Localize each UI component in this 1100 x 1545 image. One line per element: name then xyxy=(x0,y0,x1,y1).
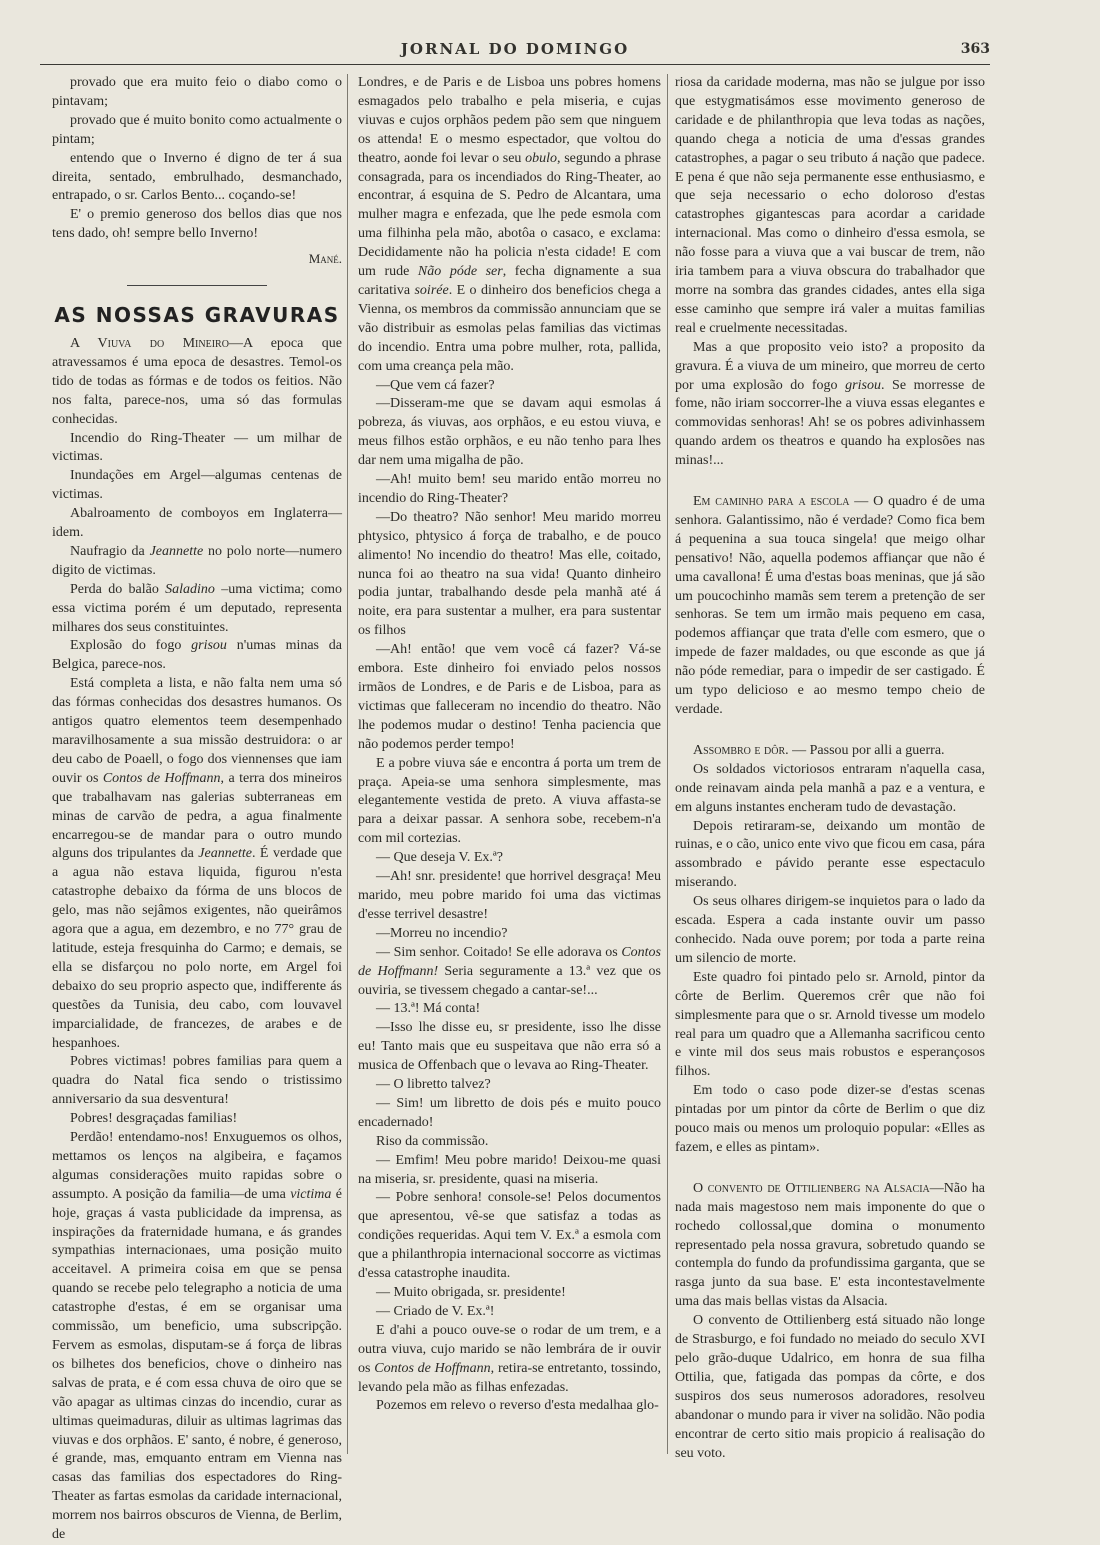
dialogue-line: —Ah! muito bem! seu marido então morreu no incendio do Ring-Theater? xyxy=(358,472,661,506)
paragraph: Os soldados victoriosos entraram n'aquella casa, onde reinavam ainda pela manhã a paz e a ventura, e em alguns instantes encheram tudo de devastação. xyxy=(675,761,985,815)
paragraph: Londres, e de Paris e de Lisboa uns pobres homens esmagados pelo trabalho e pela miseria, e cujas viuvas e cujos orphãos pedem pão sem que ninguem os attenda! E o mesmo espectador, que voltou do theatro, aonde foi levar o seu obulo, segundo a phrase consagrada, para os incendiados do Ring-Theater, ao encontrar, á esquina de S. Pedro de Alcantara, uma mulher magra e enfezada, que lhe pede esmola com uma filhinha pela mão, abotôa o casaco, e exclama: Decididamente não ha policia n'esta cidade! E com um rude Não póde ser, fecha dignamente a sua caritativa soirée. E o dinheiro dos beneficios chega a Vienna, os membros da commissão annunciam que se vão distribuir as esmolas pelas familias das victimas do incendio. Entra uma pobre mulher, rota, pallida, com uma creança pela mão. xyxy=(358,75,662,374)
paragraph: E' o premio generoso dos bellos dias que nos tens dado, oh! sempre bello Inverno! xyxy=(52,207,342,242)
list-item: Explosão do fogo grisou n'umas minas da Belgica, parece-nos. xyxy=(52,638,343,673)
paragraph: Assombro e dôr. — Passou por alli a guerra. xyxy=(693,742,945,758)
dialogue-line: — Muito obrigada, sr. presidente! xyxy=(376,1285,566,1300)
dialogue-line: — Sim senhor. Coitado! Se elle adorava os Contos de Hoffmann! Seria seguramente a 13.ª vez que os ouviria, se tivessem chegado a cantar-se!... xyxy=(358,944,661,998)
dialogue-line: — Emfim! Meu pobre marido! Deixou-me quasi na miseria, sr. presidente, quasi na miseria. xyxy=(358,1152,661,1187)
spacer xyxy=(675,471,985,493)
page-header xyxy=(40,34,990,65)
engraving-title: O convento de Ottilienberg na Alsacia xyxy=(693,1180,930,1196)
paragraph: Pobres victimas! pobres familias para quem a quadra do Natal fica sendo o tristissimo anniversario da sua desventura! xyxy=(52,1054,342,1108)
column-2 xyxy=(358,74,661,1416)
list-item: Inundações em Argel—algumas centenas de victimas. xyxy=(52,468,342,503)
dialogue-line: —Disseram-me que se davam aqui esmolas á pobreza, ás viuvas, aos orphãos, e eu estou viuva, e meus filhos estão orphãos, e eu não tenho para lhes dar nem uma migalha de pão. xyxy=(358,396,661,469)
spacer xyxy=(675,720,985,742)
paragraph: Este quadro foi pintado pelo sr. Arnold, pintor da côrte de Berlim. Queremos crêr que não foi simplesmente para que o sr. Arnold tivesse um modelo real para um quadro que a Allemanha sacrificou cento e vinte mil dos seus mais robustos e esperançosos filhos. xyxy=(675,969,985,1080)
paragraph: Os seus olhares dirigem-se inquietos para o lado da escada. Espera a cada instante ouvir um passo conhecido. Nada ouve porem; por toda a parte reina um silencio de morte. xyxy=(675,894,985,966)
page-number: 363 xyxy=(960,41,990,57)
dialogue-line: Riso da commissão. xyxy=(376,1133,489,1149)
dialogue-line: —Que vem cá fazer? xyxy=(376,377,495,393)
paragraph: Depois retiraram-se, deixando um montão de ruinas, e o cão, unico ente vivo que ficou em casa, pára assombrado e pávido perante esse espectaculo miserando. xyxy=(675,818,985,891)
list-item: Incendio do Ring-Theater — um milhar de victimas. xyxy=(52,430,342,465)
masthead: JORNAL DO DOMINGO xyxy=(400,40,630,58)
column-1 xyxy=(52,74,342,1545)
section-rule xyxy=(127,285,267,286)
paragraph: Está completa a lista, e não falta nem uma só das fórmas conhecidas dos desastres humanos. Os antigos quatro elementos teem desempenhado maravilhosamente a sua missão destruidora: o ar deu cabo de Poaell, o fogo dos viennenses que iam ouvir os Contos de Hoffmann, a terra dos mineiros que trabalhavam nas galerias subterraneas em minas de carvão de pedra, a agua finalmente encarregou-se de mandar para o outro mundo alguns dos tripulantes da Jeannette. É verdade que a agua não estava liquida, figurou n'esta catastrophe debaixo da fórma de uns blocos de gelo, mas não sejâmos exigentes, não queirâmos agora que a agua, em dezembro, e no 77° grau de latitude, esteja fresquinha do Carmo; e demais, se ella se disfarçou no polo norte, em Argel foi debaixo do seu proprio aspecto que, indifferente ás questões da Tunisia, deu cabo, com louvavel imparcialidade, de francezes, de arabes e de hespanhoes. xyxy=(52,676,342,1051)
list-item: Perda do balão Saladino –uma victima; como essa victima porém é um deputado, representa milhares dos seus constituintes. xyxy=(52,581,342,635)
paragraph: Em caminho para a escola — O quadro é de uma senhora. Galantissimo, não é verdade? Como fica bem á pequenina a sua touca singela! que meigo olhar pensativo! Não, aquella podemos affiançar que não é uma cavallona! É uma d'estas boas meninas, que já são um poucochinho mamãs sem terem a pretenção de ser senhoras. Se tem um irmão mais pequeno em casa, podemos affiançar que trata d'elle com esmero, que o impede de fazer maldades, ou que esconde as que já não póde remediar, para o impedir de ser castigado. É um typo delicioso e ao mesmo tempo cheio de verdade. xyxy=(675,494,985,717)
paragraph: Pozemos em relevo o reverso d'esta medalhaa glo- xyxy=(376,1398,659,1414)
paragraph: O convento de Ottilienberg na Alsacia—Não ha nada mais magestoso nem mais imponente do que o rochedo collossal,que domina o monumento representado pela nossa gravura, sobretudo quando se contempla do fundo da profundissima garganta, que se rasga junto da sua base. E' esta incontestavelmente uma das mais bellas vistas da Alsacia. xyxy=(675,1180,985,1310)
paragraph: provado que é muito bonito como actualmente o pintam; xyxy=(52,112,342,147)
paragraph: Em todo o caso pode dizer-se d'estas scenas pintadas por um pintor da côrte de Berlim o que diz pouco mais ou menos um proloquio popular: «Elles as fazem, e elles as pintam». xyxy=(675,1083,985,1155)
paragraph: E a pobre viuva sáe e encontra á porta um trem de praça. Apeia-se uma senhora simplesmente, mas elegantemente vestida de preto. A viuva affasta-se para a deixar passar. A senhora sobe, recebem-n'a com mil cortezias. xyxy=(358,755,661,847)
engraving-title: A Viuva do Mineiro xyxy=(70,335,229,351)
list-item: Abalroamento de comboyos em Inglaterra—idem. xyxy=(52,506,342,541)
section-title: AS NOSSAS GRAVURAS xyxy=(54,303,340,328)
dialogue-line: —Ah! snr. presidente! que horrivel desgraça! Meu marido, meu pobre marido foi uma das victimas d'esse terrivel desastre! xyxy=(358,869,661,922)
paragraph: Pobres! desgraçadas familias! xyxy=(70,1111,238,1127)
paragraph: A Viuva do Mineiro—A epoca que atravessamos é uma epoca de desastres. Temol-os tido de todas as fórmas e de todos os feitios. Não nos falta, parece-nos, uma só das formulas conhecidas. xyxy=(52,335,342,427)
dialogue-line: — 13.ª! Má conta! xyxy=(376,1001,481,1017)
paragraph: Mas a que proposito veio isto? a proposito da gravura. É a viuva de um mineiro, que morreu de certo por uma explosão do fogo grisou. Se morresse de fome, não iriam soccorrer-lhe a viuva essas elegantes e commovidas senhoras! Ah! se os pobres adivinhassem quando ardem os theatros e quando ha explosões nas minas!... xyxy=(675,339,985,469)
engraving-title: Assombro e dôr. xyxy=(693,742,789,758)
paragraph: O convento de Ottilienberg está situado não longe de Strasburgo, e foi fundado no meiado do seculo XVI pelo grão-duque Udalrico, em honra de sua filha Ottilia, que, fatigada das pompas da côrte, e dos suspiros dos seus numerosos adoradores, resolveu abandonar o mundo para ir viver na solidão. Não podia encontrar de certo sitio mais propicio á realisação do seu voto. xyxy=(675,1313,985,1461)
paragraph: entendo que o Inverno é digno de ter á sua direita, sentado, embrulhado, desmanchado, entrapado, o sr. Carlos Bento... coçando-se! xyxy=(52,150,342,204)
dialogue-line: — O libretto talvez? xyxy=(376,1077,491,1093)
spacer xyxy=(675,1158,985,1180)
engraving-title: Em caminho para a escola xyxy=(693,494,850,510)
paragraph: E d'ahi a pouco ouve-se o rodar de um trem, e a outra viuva, cujo marido se não lembrára de ir ouvir os Contos de Hoffmann, retira-se entretanto, tossindo, levando pela mão as filhas enfezadas. xyxy=(358,1322,661,1395)
paragraph: provado que era muito feio o diabo como o pintavam; xyxy=(52,75,342,109)
column-divider xyxy=(347,74,348,1454)
dialogue-line: —Isso lhe disse eu, sr presidente, isso lhe disse eu! Tanto mais que eu suspeitava que não erra só a musica de Offenbach que o levava ao Ring-Theater. xyxy=(358,1020,661,1074)
signature: Mané. xyxy=(308,251,342,267)
dialogue-line: — Pobre senhora! console-se! Pelos documentos que apresentou, vê-se que satisfaz a todas as condições requeridas. Aqui tem V. Ex.ª a esmola com que a philanthropia internacional soccorre as victimas d'essa catastrophe inaudita. xyxy=(358,1190,661,1282)
dialogue-line: —Do theatro? Não senhor! Meu marido morreu phtysico, phtysico á força de trabalho, e de pouco alimento! No incendio do theatro! Mas elle, coitado, nunca foi ao theatro na sua vida! Quanto dinheiro podia juntar, trabalhando desde pela manhã até á noite, era para sustentar a mulher, era para sustentar os filhos xyxy=(358,509,661,639)
paragraph: riosa da caridade moderna, mas não se julgue por isso que estygmatisámos esse movimento generoso de caridade e de philanthropia que leva todas as nações, quando chega a noticia de uma d'essas grandes catastrophes, a pagar o seu tributo á nação que padece. E pena é que não seja permanente esse enthusiasmo, e que seja necessario o echo doloroso d'estas catastrophes gigantescas para acordar a caridade internacional. Mas como o dinheiro d'essa esmola, se não fosse para a viuva que a vai buscar de trem, não iria tambem para a viuva obscura do trabalhador que morre na sombra das grandes cidades, antes ella siga esse caminho que sempre irá valer a muitas familias real e cruelmente necessitadas. xyxy=(675,75,985,336)
dialogue-line: — Criado de V. Ex.ª! xyxy=(376,1303,495,1319)
dialogue-line: —Ah! então! que vem você cá fazer? Vá-se embora. Este dinheiro foi enviado pelos nossos irmãos de Londres, e de Paris e de Lisboa, para as victimas que falleceram no incendio do theatro. Não lhe podemos mudar o destino! Tenha paciencia que não podemos perder tempo! xyxy=(358,642,661,752)
column-divider xyxy=(667,74,668,1454)
dialogue-line: — Sim! um libretto de dois pés e muito pouco encadernado! xyxy=(358,1095,661,1130)
list-item: Naufragio da Jeannette no polo norte—numero digito de victimas. xyxy=(52,543,343,578)
paragraph: Perdão! entendamo-nos! Enxuguemos os olhos, mettamos os lenços na algibeira, e façamos algumas considerações muito rapidas sobre o assumpto. A posição da familia—de uma victima é hoje, graças á vasta publicidade da imprensa, as inspirações da fraternidade humana, e ás grandes sympathias internacionaes, uma posição muito acceitavel. A primeira coisa em que se pensa quando se recebe pelo telegrapho a noticia de uma catastrophe d'estas, é em se organisar uma commissão, um beneficio, uma subscripção. Fervem as esmolas, disputam-se á força de libras os bilhetes dos beneficios, chove o dinheiro nas salvas de prata, e é com essa chuva de oiro que se vão apagar as ultimas cinzas do incendio, curar as ultimas queimaduras, diluir as ultimas lagrimas das viuvas e dos orphãos. E' santo, é nobre, é generoso, é grande, mas, emquanto entram em Vienna nas casas das familias dos espectadores do Ring-Theater as fartas esmolas da caridade internacional, morrem nos bairros obscuros de Vienna, de Berlim, de xyxy=(52,1130,342,1543)
column-3 xyxy=(675,74,985,1463)
dialogue-line: — Que deseja V. Ex.ª? xyxy=(376,850,503,866)
dialogue-line: —Morreu no incendio? xyxy=(376,925,508,941)
